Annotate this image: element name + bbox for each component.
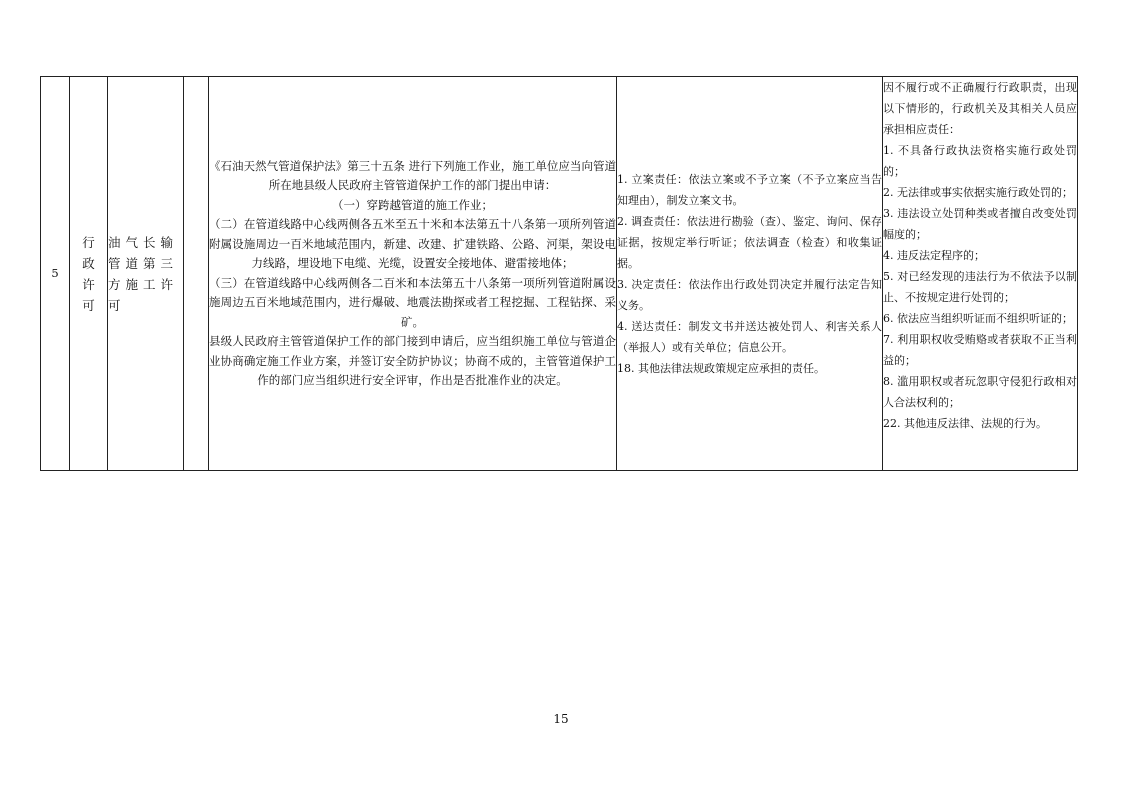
legal-basis-paragraph: （一）穿跨越管道的施工作业； <box>332 197 493 212</box>
power-list-table <box>40 76 1078 471</box>
accountability-cell <box>883 77 1078 471</box>
legal-basis-paragraph: 县级人民政府主管管道保护工作的部门接到申请后，应当组织施工单位与管道企业协商确定施工作业方案，并签订安全防护协议；协商不成的，主管管道保护工作的部门应当组织进行安全评审，作出是否批准作业的决定。 <box>209 334 616 387</box>
item-name-cell <box>108 77 184 471</box>
accountability-item: 8. 滥用职权或者玩忽职守侵犯行政相对人合法权利的； <box>883 375 1077 409</box>
accountability-item: 5. 对已经发现的违法行为不依法予以制止、不按规定进行处罚的； <box>883 270 1077 304</box>
category-cell <box>70 77 108 471</box>
page-number: 15 <box>553 712 569 726</box>
legal-basis-paragraph: （三）在管道线路中心线两侧各二百米和本法第五十八条第一项所列管道附属设施周边五百米地域范围内，进行爆破、地震法勘探或者工程挖掘、工程钻探、采矿。 <box>209 275 616 329</box>
accountability-item: 4. 违反法定程序的； <box>883 249 985 262</box>
legal-basis-paragraph: 《石油天然气管道保护法》第三十五条 进行下列施工作业，施工单位应当向管道所在地县级人民政府主管管道保护工作的部门提出申请： <box>209 158 616 192</box>
accountability-item: 2. 无法律或事实依据实施行政处罚的； <box>883 186 1073 199</box>
responsibility-item: 18. 其他法律法规政策规定应承担的责任。 <box>617 361 825 375</box>
responsibility-item: 1. 立案责任：依法立案或不予立案（不予立案应当告知理由），制发立案文书。 <box>617 172 882 207</box>
responsibility-cell <box>617 77 883 471</box>
responsibility-item: 2. 调查责任：依法进行勘验（查）、鉴定、询问、保存证据，按规定举行听证；依法调查（检查）和收集证据。 <box>617 214 882 270</box>
legal-basis-paragraph: （二）在管道线路中心线两侧各五米至五十米和本法第五十八条第一项所列管道附属设施周边一百米地域范围内，新建、改建、扩建铁路、公路、河渠，架设电力线路，埋设地下电缆、光缆，设置安全接地体、避雷接地体； <box>209 217 616 270</box>
accountability-item: 3. 违法设立处罚种类或者擅自改变处罚幅度的； <box>883 207 1077 241</box>
legal-basis-cell <box>209 77 617 471</box>
power-category: 行政许可 <box>82 234 95 313</box>
accountability-item: 6. 依法应当组织听证而不组织听证的； <box>883 312 1073 325</box>
accountability-item: 7. 利用职权收受贿赂或者获取不正当利益的； <box>883 333 1077 367</box>
table-row <box>41 77 1078 471</box>
responsibility-item: 3. 决定责任：依法作出行政处罚决定并履行法定告知义务。 <box>617 277 882 312</box>
row-number: 5 <box>51 266 59 280</box>
responsibility-item: 4. 送达责任：制发文书并送达被处罚人、利害关系人（举报人）或有关单位；信息公开。 <box>617 319 882 354</box>
accountability-item: 22. 其他违反法律、法规的行为。 <box>883 417 1047 430</box>
accountability-item: 1. 不具备行政执法资格实施行政处罚的； <box>883 144 1077 178</box>
empty-cell <box>184 77 209 471</box>
power-item-name: 油气长输管道第三方施工许可 <box>108 234 179 313</box>
accountability-item: 因不履行或不正确履行行政职责，出现以下情形的，行政机关及其相关人员应承担相应责任： <box>883 81 1077 136</box>
row-number-cell <box>41 77 70 471</box>
